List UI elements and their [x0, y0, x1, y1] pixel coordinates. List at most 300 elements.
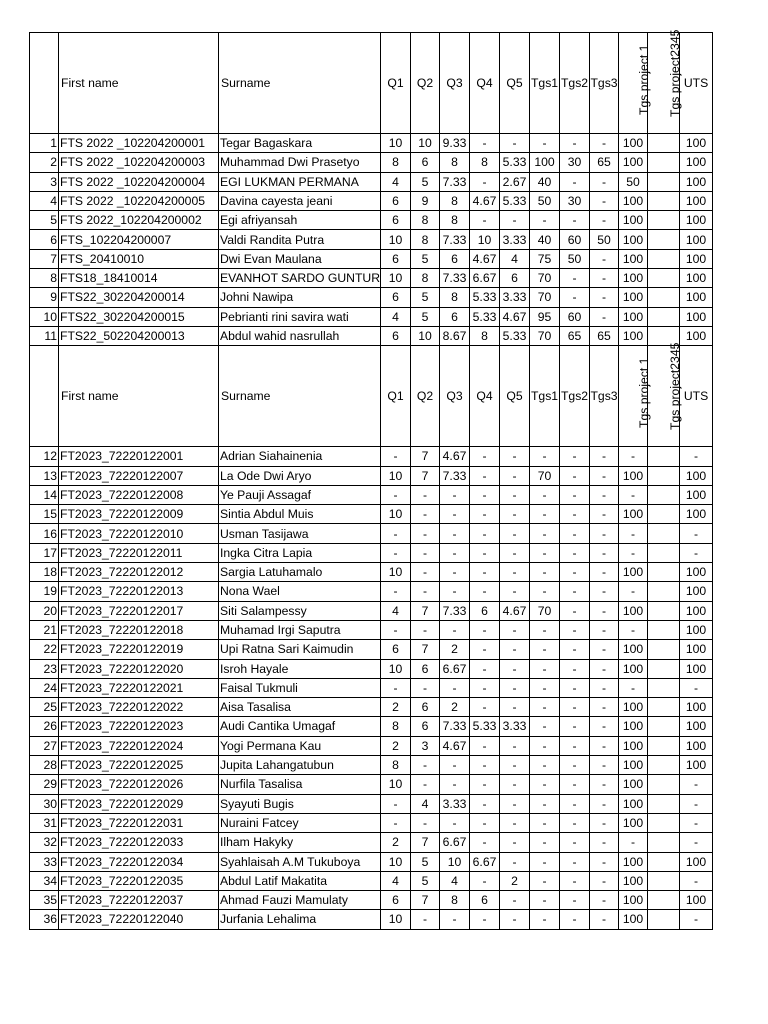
- cell-q3[interactable]: 8: [440, 211, 470, 230]
- cell-uts[interactable]: 100: [680, 601, 713, 620]
- cell-q3[interactable]: 8: [440, 288, 470, 307]
- cell-q4[interactable]: -: [470, 211, 500, 230]
- cell-first-name[interactable]: FTS 2022_102204200002: [59, 211, 219, 230]
- cell-q4[interactable]: -: [470, 833, 500, 852]
- cell-q4[interactable]: -: [470, 172, 500, 191]
- cell-q3[interactable]: -: [440, 563, 470, 582]
- cell-q5[interactable]: -: [500, 563, 530, 582]
- cell-q1[interactable]: 10: [381, 659, 411, 678]
- cell-q3[interactable]: 8.67: [440, 326, 470, 345]
- cell-tgs2[interactable]: -: [560, 736, 590, 755]
- cell-q3[interactable]: -: [440, 813, 470, 832]
- cell-tgs2[interactable]: -: [560, 640, 590, 659]
- cell-q1[interactable]: -: [381, 543, 411, 562]
- cell-q4[interactable]: -: [470, 485, 500, 504]
- cell-q5[interactable]: 5.33: [500, 326, 530, 345]
- cell-row-number[interactable]: 23: [30, 659, 59, 678]
- cell-q2[interactable]: -: [411, 485, 440, 504]
- cell-uts[interactable]: 100: [680, 756, 713, 775]
- cell-q3[interactable]: -: [440, 524, 470, 543]
- cell-q5[interactable]: 5.33: [500, 191, 530, 210]
- cell-q5[interactable]: -: [500, 620, 530, 639]
- cell-q2[interactable]: 10: [411, 326, 440, 345]
- cell-q3[interactable]: 2: [440, 698, 470, 717]
- cell-tgs3[interactable]: -: [590, 447, 619, 466]
- cell-q2[interactable]: -: [411, 756, 440, 775]
- cell-row-number[interactable]: 1: [30, 134, 59, 153]
- cell-q2[interactable]: 6: [411, 153, 440, 172]
- cell-q4[interactable]: -: [470, 505, 500, 524]
- cell-q1[interactable]: 10: [381, 134, 411, 153]
- cell-tgs2[interactable]: -: [560, 269, 590, 288]
- cell-row-number[interactable]: 33: [30, 852, 59, 871]
- cell-row-number[interactable]: 32: [30, 833, 59, 852]
- cell-uts[interactable]: -: [680, 871, 713, 890]
- cell-tgs-project-1[interactable]: 100: [619, 249, 648, 268]
- cell-surname[interactable]: Davina cayesta jeani: [219, 191, 381, 210]
- cell-q3[interactable]: -: [440, 678, 470, 697]
- cell-q5[interactable]: -: [500, 910, 530, 929]
- cell-uts[interactable]: 100: [680, 249, 713, 268]
- cell-q3[interactable]: 6.67: [440, 833, 470, 852]
- cell-tgs1[interactable]: 70: [530, 601, 560, 620]
- cell-tgs1[interactable]: -: [530, 447, 560, 466]
- cell-tgs-project-1[interactable]: 100: [619, 852, 648, 871]
- cell-tgs3[interactable]: -: [590, 307, 619, 326]
- cell-tgs1[interactable]: -: [530, 659, 560, 678]
- cell-q5[interactable]: 3.33: [500, 288, 530, 307]
- cell-tgs-project-2345[interactable]: [648, 447, 680, 466]
- cell-tgs1[interactable]: -: [530, 582, 560, 601]
- cell-tgs1[interactable]: -: [530, 543, 560, 562]
- cell-q5[interactable]: 4.67: [500, 601, 530, 620]
- cell-tgs2[interactable]: -: [560, 543, 590, 562]
- cell-row-number[interactable]: 28: [30, 756, 59, 775]
- cell-first-name[interactable]: FT2023_72220122011: [59, 543, 219, 562]
- cell-tgs-project-2345[interactable]: [648, 794, 680, 813]
- cell-surname[interactable]: Upi Ratna Sari Kaimudin: [219, 640, 381, 659]
- cell-q5[interactable]: -: [500, 211, 530, 230]
- cell-q1[interactable]: 6: [381, 326, 411, 345]
- cell-tgs1[interactable]: -: [530, 910, 560, 929]
- header-first-name[interactable]: First name: [59, 33, 219, 134]
- cell-uts[interactable]: 100: [680, 153, 713, 172]
- cell-q1[interactable]: 4: [381, 307, 411, 326]
- cell-tgs-project-2345[interactable]: [648, 775, 680, 794]
- cell-uts[interactable]: 100: [680, 505, 713, 524]
- cell-q4[interactable]: -: [470, 563, 500, 582]
- header-tgs1[interactable]: Tgs1: [530, 346, 560, 447]
- cell-row-number[interactable]: 30: [30, 794, 59, 813]
- cell-q1[interactable]: 2: [381, 833, 411, 852]
- cell-q4[interactable]: -: [470, 910, 500, 929]
- cell-q5[interactable]: -: [500, 447, 530, 466]
- cell-first-name[interactable]: FT2023_72220122013: [59, 582, 219, 601]
- cell-tgs1[interactable]: 70: [530, 466, 560, 485]
- cell-row-number[interactable]: 24: [30, 678, 59, 697]
- cell-first-name[interactable]: FTS 2022 _102204200004: [59, 172, 219, 191]
- header-q1[interactable]: Q1: [381, 346, 411, 447]
- cell-tgs1[interactable]: -: [530, 775, 560, 794]
- cell-q1[interactable]: -: [381, 678, 411, 697]
- cell-tgs2[interactable]: -: [560, 485, 590, 504]
- cell-q2[interactable]: 8: [411, 211, 440, 230]
- cell-tgs-project-2345[interactable]: [648, 172, 680, 191]
- cell-q5[interactable]: -: [500, 485, 530, 504]
- cell-row-number[interactable]: 5: [30, 211, 59, 230]
- cell-tgs-project-2345[interactable]: [648, 698, 680, 717]
- cell-tgs3[interactable]: -: [590, 269, 619, 288]
- cell-q1[interactable]: 2: [381, 698, 411, 717]
- cell-row-number[interactable]: 11: [30, 326, 59, 345]
- cell-q3[interactable]: 10: [440, 852, 470, 871]
- cell-tgs2[interactable]: -: [560, 211, 590, 230]
- cell-q2[interactable]: 6: [411, 698, 440, 717]
- cell-tgs2[interactable]: -: [560, 698, 590, 717]
- cell-q1[interactable]: 8: [381, 153, 411, 172]
- cell-tgs1[interactable]: -: [530, 813, 560, 832]
- cell-tgs3[interactable]: -: [590, 288, 619, 307]
- cell-first-name[interactable]: FT2023_72220122040: [59, 910, 219, 929]
- cell-q3[interactable]: 4.67: [440, 736, 470, 755]
- cell-q5[interactable]: -: [500, 466, 530, 485]
- cell-uts[interactable]: 100: [680, 269, 713, 288]
- cell-row-number[interactable]: 13: [30, 466, 59, 485]
- cell-q1[interactable]: 10: [381, 775, 411, 794]
- cell-q5[interactable]: -: [500, 678, 530, 697]
- cell-tgs2[interactable]: 50: [560, 249, 590, 268]
- cell-tgs2[interactable]: -: [560, 833, 590, 852]
- cell-q2[interactable]: -: [411, 678, 440, 697]
- cell-tgs-project-2345[interactable]: [648, 852, 680, 871]
- cell-tgs1[interactable]: -: [530, 891, 560, 910]
- cell-q2[interactable]: 6: [411, 717, 440, 736]
- cell-surname[interactable]: Syahlaisah A.M Tukuboya: [219, 852, 381, 871]
- cell-q5[interactable]: -: [500, 698, 530, 717]
- cell-uts[interactable]: 100: [680, 307, 713, 326]
- cell-tgs-project-1[interactable]: 100: [619, 563, 648, 582]
- cell-tgs2[interactable]: 30: [560, 191, 590, 210]
- cell-q2[interactable]: 7: [411, 833, 440, 852]
- header-uts[interactable]: UTS: [680, 346, 713, 447]
- cell-q5[interactable]: 2: [500, 871, 530, 890]
- cell-surname[interactable]: Egi afriyansah: [219, 211, 381, 230]
- cell-tgs2[interactable]: 30: [560, 153, 590, 172]
- cell-tgs2[interactable]: -: [560, 852, 590, 871]
- cell-q1[interactable]: 10: [381, 563, 411, 582]
- cell-tgs2[interactable]: -: [560, 620, 590, 639]
- cell-tgs-project-2345[interactable]: [648, 736, 680, 755]
- cell-q4[interactable]: -: [470, 698, 500, 717]
- cell-uts[interactable]: 100: [680, 620, 713, 639]
- cell-tgs-project-1[interactable]: 100: [619, 505, 648, 524]
- cell-tgs-project-1[interactable]: 100: [619, 813, 648, 832]
- cell-q1[interactable]: 6: [381, 211, 411, 230]
- cell-surname[interactable]: Ilham Hakyky: [219, 833, 381, 852]
- cell-row-number[interactable]: 35: [30, 891, 59, 910]
- cell-q5[interactable]: -: [500, 794, 530, 813]
- cell-q3[interactable]: 9.33: [440, 134, 470, 153]
- cell-q4[interactable]: -: [470, 659, 500, 678]
- cell-tgs3[interactable]: 50: [590, 230, 619, 249]
- cell-tgs3[interactable]: -: [590, 466, 619, 485]
- cell-first-name[interactable]: FT2023_72220122024: [59, 736, 219, 755]
- cell-q2[interactable]: 7: [411, 891, 440, 910]
- cell-q2[interactable]: 5: [411, 852, 440, 871]
- cell-tgs2[interactable]: -: [560, 813, 590, 832]
- cell-tgs1[interactable]: -: [530, 620, 560, 639]
- cell-tgs3[interactable]: -: [590, 563, 619, 582]
- cell-first-name[interactable]: FTS 2022 _102204200005: [59, 191, 219, 210]
- cell-uts[interactable]: 100: [680, 485, 713, 504]
- cell-tgs-project-1[interactable]: 100: [619, 326, 648, 345]
- cell-tgs2[interactable]: -: [560, 910, 590, 929]
- cell-tgs2[interactable]: -: [560, 891, 590, 910]
- cell-q3[interactable]: 6: [440, 307, 470, 326]
- cell-surname[interactable]: Nurfila Tasalisa: [219, 775, 381, 794]
- cell-tgs3[interactable]: -: [590, 833, 619, 852]
- cell-q1[interactable]: 8: [381, 717, 411, 736]
- cell-tgs3[interactable]: 65: [590, 326, 619, 345]
- cell-tgs1[interactable]: -: [530, 505, 560, 524]
- cell-row-number[interactable]: 34: [30, 871, 59, 890]
- cell-q5[interactable]: -: [500, 659, 530, 678]
- cell-tgs2[interactable]: -: [560, 172, 590, 191]
- cell-q3[interactable]: -: [440, 505, 470, 524]
- cell-tgs-project-2345[interactable]: [648, 230, 680, 249]
- cell-q1[interactable]: 8: [381, 756, 411, 775]
- cell-q4[interactable]: 6.67: [470, 269, 500, 288]
- cell-q4[interactable]: -: [470, 813, 500, 832]
- cell-q1[interactable]: 4: [381, 871, 411, 890]
- cell-q5[interactable]: -: [500, 505, 530, 524]
- cell-uts[interactable]: 100: [680, 891, 713, 910]
- cell-tgs1[interactable]: -: [530, 134, 560, 153]
- cell-row-number[interactable]: 25: [30, 698, 59, 717]
- cell-tgs3[interactable]: -: [590, 910, 619, 929]
- cell-tgs-project-1[interactable]: 100: [619, 756, 648, 775]
- cell-surname[interactable]: Siti Salampessy: [219, 601, 381, 620]
- cell-tgs-project-1[interactable]: 100: [619, 288, 648, 307]
- cell-surname[interactable]: Sintia Abdul Muis: [219, 505, 381, 524]
- cell-tgs1[interactable]: -: [530, 736, 560, 755]
- cell-tgs3[interactable]: -: [590, 813, 619, 832]
- cell-row-number[interactable]: 2: [30, 153, 59, 172]
- cell-q5[interactable]: -: [500, 134, 530, 153]
- cell-tgs-project-1[interactable]: -: [619, 620, 648, 639]
- cell-q5[interactable]: 3.33: [500, 717, 530, 736]
- header-surname[interactable]: Surname: [219, 346, 381, 447]
- cell-q4[interactable]: 4.67: [470, 249, 500, 268]
- cell-row-number[interactable]: 18: [30, 563, 59, 582]
- cell-tgs-project-2345[interactable]: [648, 563, 680, 582]
- cell-uts[interactable]: 100: [680, 211, 713, 230]
- cell-q1[interactable]: 6: [381, 891, 411, 910]
- header-tgs-project-1[interactable]: [619, 33, 652, 134]
- cell-tgs1[interactable]: -: [530, 211, 560, 230]
- cell-first-name[interactable]: FT2023_72220122025: [59, 756, 219, 775]
- cell-q2[interactable]: 7: [411, 640, 440, 659]
- cell-first-name[interactable]: FT2023_72220122037: [59, 891, 219, 910]
- cell-tgs3[interactable]: -: [590, 698, 619, 717]
- cell-first-name[interactable]: FT2023_72220122022: [59, 698, 219, 717]
- cell-tgs3[interactable]: -: [590, 678, 619, 697]
- cell-tgs-project-1[interactable]: 100: [619, 871, 648, 890]
- cell-tgs-project-1[interactable]: -: [619, 543, 648, 562]
- cell-q1[interactable]: 6: [381, 249, 411, 268]
- cell-q2[interactable]: 7: [411, 447, 440, 466]
- cell-tgs-project-1[interactable]: 100: [619, 659, 648, 678]
- cell-surname[interactable]: EGI LUKMAN PERMANA: [219, 172, 381, 191]
- cell-q1[interactable]: -: [381, 813, 411, 832]
- header-tgs3[interactable]: Tgs3: [590, 33, 619, 134]
- cell-tgs3[interactable]: -: [590, 871, 619, 890]
- cell-tgs1[interactable]: -: [530, 563, 560, 582]
- cell-tgs1[interactable]: 70: [530, 288, 560, 307]
- cell-tgs1[interactable]: -: [530, 678, 560, 697]
- cell-tgs-project-1[interactable]: 100: [619, 775, 648, 794]
- cell-q2[interactable]: 8: [411, 269, 440, 288]
- cell-tgs-project-2345[interactable]: [648, 466, 680, 485]
- cell-q2[interactable]: -: [411, 524, 440, 543]
- cell-q3[interactable]: 4.67: [440, 447, 470, 466]
- cell-uts[interactable]: 100: [680, 191, 713, 210]
- cell-q4[interactable]: -: [470, 756, 500, 775]
- cell-q3[interactable]: 8: [440, 153, 470, 172]
- cell-q5[interactable]: -: [500, 775, 530, 794]
- cell-row-number[interactable]: 29: [30, 775, 59, 794]
- cell-surname[interactable]: Ahmad Fauzi Mamulaty: [219, 891, 381, 910]
- cell-tgs-project-1[interactable]: 100: [619, 891, 648, 910]
- cell-q5[interactable]: 4: [500, 249, 530, 268]
- cell-tgs-project-1[interactable]: -: [619, 524, 648, 543]
- cell-row-number[interactable]: 7: [30, 249, 59, 268]
- cell-tgs-project-2345[interactable]: [648, 582, 680, 601]
- cell-tgs2[interactable]: -: [560, 678, 590, 697]
- cell-tgs-project-2345[interactable]: [648, 307, 680, 326]
- cell-tgs3[interactable]: -: [590, 505, 619, 524]
- cell-first-name[interactable]: FTS_20410010: [59, 249, 219, 268]
- cell-tgs1[interactable]: -: [530, 717, 560, 736]
- cell-first-name[interactable]: FT2023_72220122010: [59, 524, 219, 543]
- cell-q3[interactable]: 8: [440, 891, 470, 910]
- cell-q4[interactable]: -: [470, 871, 500, 890]
- cell-first-name[interactable]: FT2023_72220122008: [59, 485, 219, 504]
- header-surname[interactable]: Surname: [219, 33, 381, 134]
- cell-q2[interactable]: 6: [411, 659, 440, 678]
- cell-uts[interactable]: 100: [680, 717, 713, 736]
- cell-surname[interactable]: Abdul wahid nasrullah: [219, 326, 381, 345]
- cell-q2[interactable]: -: [411, 505, 440, 524]
- cell-surname[interactable]: Nuraini Fatcey: [219, 813, 381, 832]
- cell-tgs-project-2345[interactable]: [648, 891, 680, 910]
- cell-q5[interactable]: -: [500, 736, 530, 755]
- cell-row-number[interactable]: 17: [30, 543, 59, 562]
- header-uts[interactable]: UTS: [680, 33, 713, 134]
- cell-tgs-project-2345[interactable]: [648, 269, 680, 288]
- cell-row-number[interactable]: 31: [30, 813, 59, 832]
- header-tgs3[interactable]: Tgs3: [590, 346, 619, 447]
- cell-surname[interactable]: Pebrianti rini savira wati: [219, 307, 381, 326]
- cell-first-name[interactable]: FTS 2022 _102204200003: [59, 153, 219, 172]
- cell-tgs1[interactable]: -: [530, 698, 560, 717]
- cell-tgs2[interactable]: -: [560, 447, 590, 466]
- cell-q3[interactable]: 6.67: [440, 659, 470, 678]
- cell-first-name[interactable]: FT2023_72220122034: [59, 852, 219, 871]
- cell-row-number[interactable]: 26: [30, 717, 59, 736]
- header-tgs2[interactable]: Tgs2: [560, 33, 590, 134]
- cell-tgs-project-1[interactable]: 100: [619, 153, 648, 172]
- cell-tgs-project-1[interactable]: 100: [619, 269, 648, 288]
- cell-q1[interactable]: -: [381, 794, 411, 813]
- cell-tgs-project-2345[interactable]: [648, 601, 680, 620]
- cell-surname[interactable]: Jupita Lahangatubun: [219, 756, 381, 775]
- cell-surname[interactable]: EVANHOT SARDO GUNTUR: [219, 269, 381, 288]
- cell-row-number[interactable]: 36: [30, 910, 59, 929]
- cell-q2[interactable]: 7: [411, 466, 440, 485]
- header-q5[interactable]: Q5: [500, 33, 530, 134]
- cell-surname[interactable]: Muhamad Irgi Saputra: [219, 620, 381, 639]
- cell-q5[interactable]: -: [500, 543, 530, 562]
- header-tgs1[interactable]: Tgs1: [530, 33, 560, 134]
- cell-row-number[interactable]: 12: [30, 447, 59, 466]
- cell-q4[interactable]: 10: [470, 230, 500, 249]
- cell-q3[interactable]: 8: [440, 191, 470, 210]
- cell-tgs-project-2345[interactable]: [648, 288, 680, 307]
- cell-tgs-project-1[interactable]: 100: [619, 717, 648, 736]
- cell-row-number[interactable]: 19: [30, 582, 59, 601]
- cell-first-name[interactable]: FT2023_72220122020: [59, 659, 219, 678]
- cell-q5[interactable]: -: [500, 852, 530, 871]
- cell-first-name[interactable]: FTS 2022 _102204200001: [59, 134, 219, 153]
- cell-tgs-project-2345[interactable]: [648, 485, 680, 504]
- cell-q4[interactable]: -: [470, 794, 500, 813]
- cell-q1[interactable]: 4: [381, 601, 411, 620]
- cell-q2[interactable]: 5: [411, 307, 440, 326]
- cell-tgs1[interactable]: 70: [530, 269, 560, 288]
- cell-uts[interactable]: 100: [680, 230, 713, 249]
- cell-q5[interactable]: 6: [500, 269, 530, 288]
- cell-tgs2[interactable]: -: [560, 756, 590, 775]
- cell-q4[interactable]: -: [470, 447, 500, 466]
- cell-surname[interactable]: Abdul Latif Makatita: [219, 871, 381, 890]
- cell-tgs1[interactable]: -: [530, 871, 560, 890]
- cell-q5[interactable]: 5.33: [500, 153, 530, 172]
- cell-tgs-project-1[interactable]: 100: [619, 466, 648, 485]
- cell-tgs-project-1[interactable]: -: [619, 485, 648, 504]
- cell-row-number[interactable]: 9: [30, 288, 59, 307]
- cell-surname[interactable]: Usman Tasijawa: [219, 524, 381, 543]
- cell-tgs-project-2345[interactable]: [648, 678, 680, 697]
- cell-q3[interactable]: 7.33: [440, 466, 470, 485]
- cell-tgs-project-1[interactable]: 100: [619, 910, 648, 929]
- cell-q2[interactable]: 5: [411, 288, 440, 307]
- header-q3[interactable]: Q3: [440, 33, 470, 134]
- cell-tgs-project-1[interactable]: -: [619, 447, 648, 466]
- cell-tgs3[interactable]: -: [590, 620, 619, 639]
- cell-first-name[interactable]: FT2023_72220122023: [59, 717, 219, 736]
- cell-q2[interactable]: 8: [411, 230, 440, 249]
- cell-tgs-project-2345[interactable]: [648, 756, 680, 775]
- cell-tgs-project-2345[interactable]: [648, 620, 680, 639]
- cell-tgs-project-2345[interactable]: [648, 910, 680, 929]
- cell-first-name[interactable]: FT2023_72220122035: [59, 871, 219, 890]
- cell-tgs1[interactable]: 100: [530, 153, 560, 172]
- cell-uts[interactable]: 100: [680, 563, 713, 582]
- cell-q2[interactable]: -: [411, 620, 440, 639]
- cell-tgs2[interactable]: -: [560, 601, 590, 620]
- cell-tgs2[interactable]: -: [560, 134, 590, 153]
